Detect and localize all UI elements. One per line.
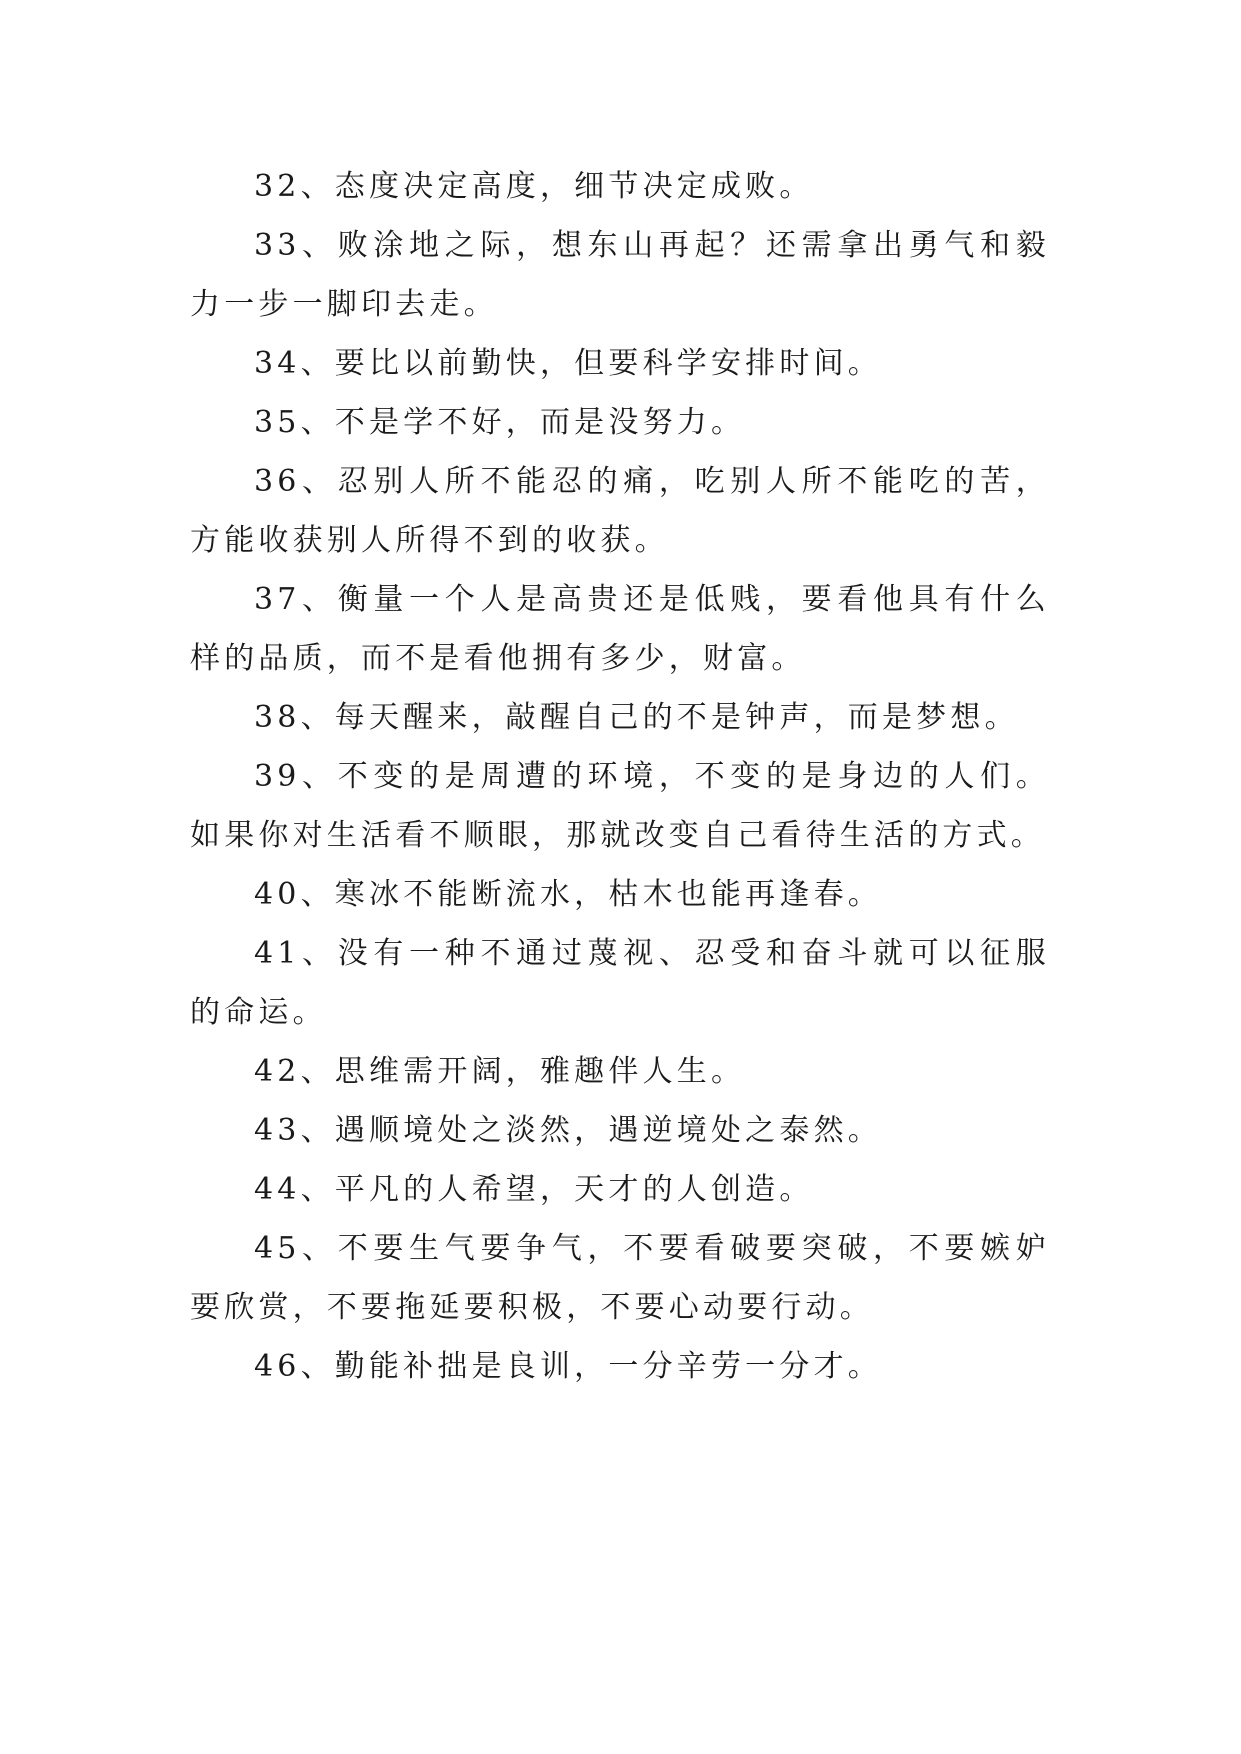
quote-paragraph-40: 40、寒冰不能断流水，枯木也能再逢春。 [254,877,882,912]
quote-paragraph-34: 34、要比以前勤快，但要科学安排时间。 [254,346,882,381]
quote-paragraph-41: 41、没有一种不通过蔑视、忍受和奋斗就可以征服的命运。 [190,936,1050,1030]
quote-paragraph-36: 36、忍别人所不能忍的痛，吃别人所不能吃的苦，方能收获别人所得不到的收获。 [190,464,1050,558]
quote-paragraph-38: 38、每天醒来，敲醒自己的不是钟声，而是梦想。 [254,700,1019,735]
quote-paragraph-32: 32、态度决定高度，细节决定成败。 [254,169,814,204]
quote-paragraph-46: 46、勤能补拙是良训，一分辛劳一分才。 [254,1349,882,1384]
quote-paragraph-39: 39、不变的是周遭的环境，不变的是身边的人们。如果你对生活看不顺眼，那就改变自己看待生活的方式。 [190,759,1050,853]
quote-paragraph-35: 35、不是学不好，而是没努力。 [254,405,746,440]
quote-paragraph-33: 33、败涂地之际，想东山再起？还需拿出勇气和毅力一步一脚印去走。 [190,228,1050,322]
quote-paragraph-43: 43、遇顺境处之淡然，遇逆境处之泰然。 [254,1113,882,1148]
quote-paragraph-37: 37、衡量一个人是高贵还是低贱，要看他具有什么样的品质，而不是看他拥有多少，财富。 [190,582,1050,676]
document-body [190,157,1050,1396]
quote-paragraph-42: 42、思维需开阔，雅趣伴人生。 [254,1054,746,1089]
quote-paragraph-44: 44、平凡的人希望，天才的人创造。 [254,1172,814,1207]
quote-paragraph-45: 45、不要生气要争气，不要看破要突破，不要嫉妒要欣赏，不要拖延要积极，不要心动要行动。 [190,1231,1050,1325]
